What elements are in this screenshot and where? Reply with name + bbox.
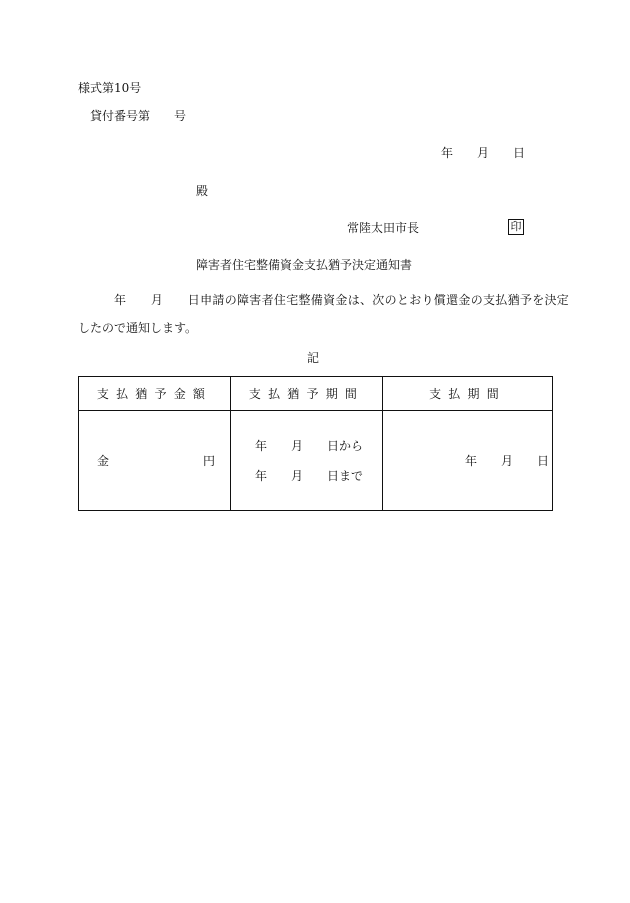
header-deferment-period: 支払猶予期間 [231, 377, 383, 411]
period-from: 年 月 日から [255, 439, 364, 453]
period-cell [231, 411, 383, 511]
body-line-1: 年 月 日申請の障害者住宅整備資金は、次のとおり償還金の支払猶予を決定 [114, 293, 570, 307]
seal-mark: 印 [508, 219, 524, 235]
amount-cell [79, 411, 231, 511]
table-header-row [79, 377, 553, 411]
table-row [79, 411, 553, 511]
document-title: 障害者住宅整備資金支払猶予決定通知書 [196, 258, 413, 272]
issuer-name: 常陸太田市長 [347, 221, 420, 235]
deferment-table [78, 376, 553, 511]
amount-prefix: 金 [97, 454, 110, 468]
header-payment-period: 支払期間 [383, 377, 553, 411]
payment-date-cell [383, 411, 553, 511]
form-number: 様式第10号 [78, 81, 142, 95]
ki-label: 記 [307, 351, 320, 365]
loan-number-line: 貸付番号第 号 [90, 109, 187, 123]
addressee-suffix: 殿 [196, 184, 209, 198]
body-line-2: したので通知します。 [78, 321, 198, 335]
date-line: 年 月 日 [441, 146, 526, 160]
payment-date: 年 月 日 [465, 454, 550, 468]
header-deferment-amount: 支払猶予金額 [79, 377, 231, 411]
amount-suffix: 円 [203, 454, 216, 468]
period-to: 年 月 日まで [255, 469, 364, 483]
